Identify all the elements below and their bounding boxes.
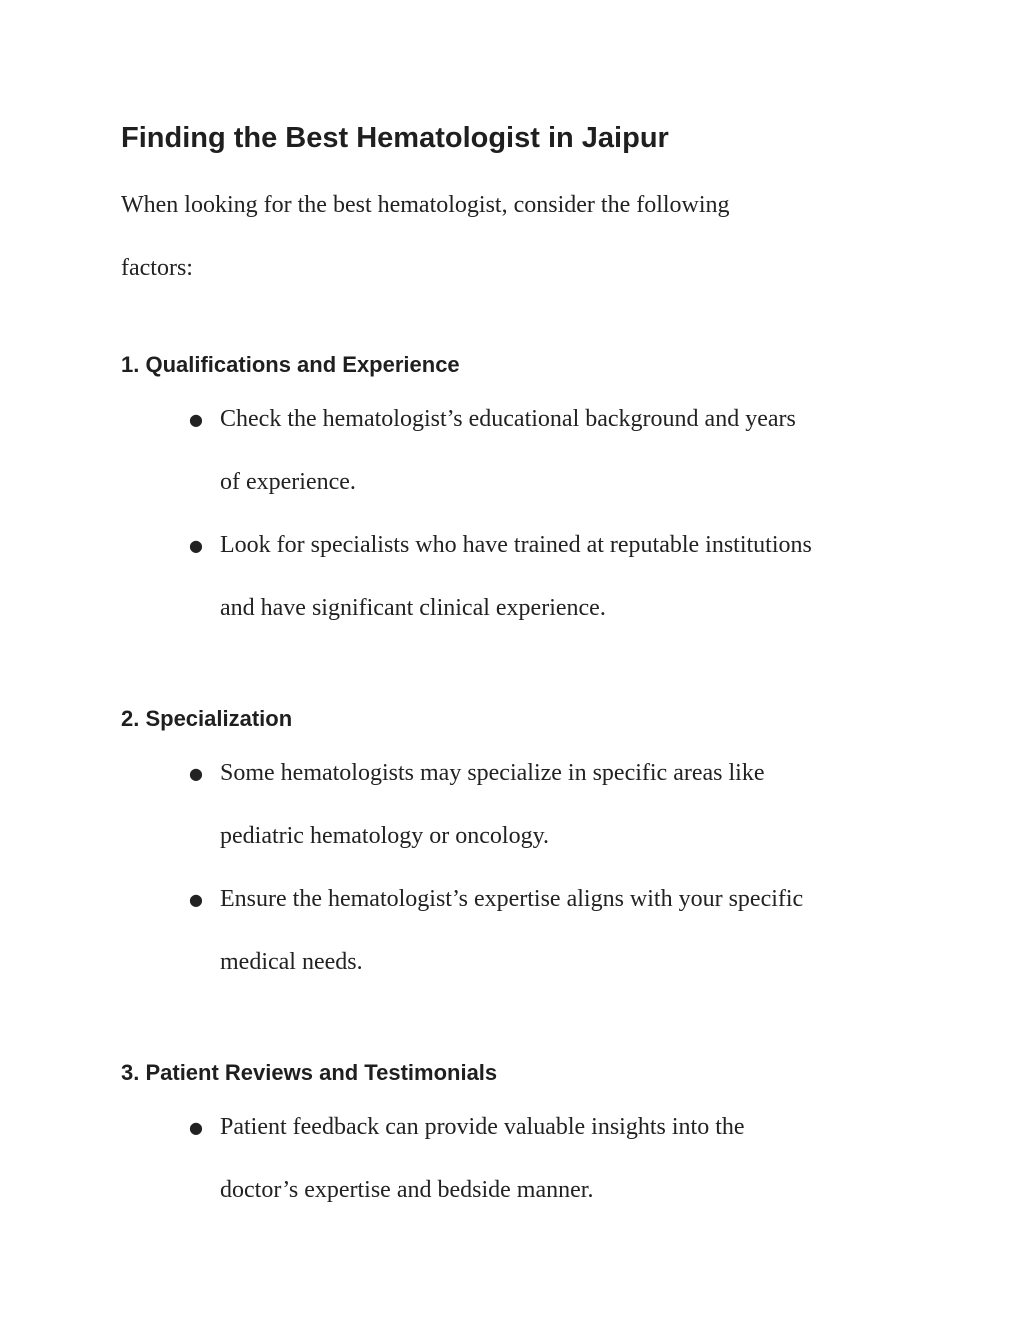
bullet-icon: ● xyxy=(189,890,203,909)
list-item xyxy=(0,742,1024,868)
list-item-text: medical needs. xyxy=(220,949,363,975)
list-item xyxy=(0,388,1024,514)
list-item-text: pediatric hematology or oncology. xyxy=(220,823,550,849)
bullet-list-qualifications xyxy=(0,388,1024,640)
list-item xyxy=(0,868,1024,994)
bullet-icon: ● xyxy=(189,536,203,555)
section-heading-reviews: 3. Patient Reviews and Testimonials xyxy=(121,1060,498,1085)
section-heading-qualifications: 1. Qualifications and Experience xyxy=(121,352,460,377)
bullet-list-specialization xyxy=(0,742,1024,994)
intro-line: When looking for the best hematologist, consider the following xyxy=(121,192,730,218)
list-item-text: Some hematologists may specialize in specific areas like xyxy=(220,760,765,786)
bullet-icon: ● xyxy=(189,410,203,429)
list-item-text: Patient feedback can provide valuable insights into the xyxy=(220,1114,745,1140)
list-item-text: Ensure the hematologist’s expertise aligns with your specific xyxy=(220,886,804,912)
list-item-text: Look for specialists who have trained at reputable institutions xyxy=(220,532,812,558)
page-title: Finding the Best Hematologist in Jaipur xyxy=(121,122,669,154)
bullet-list-reviews xyxy=(0,1096,1024,1222)
intro-paragraph xyxy=(121,174,921,300)
section-heading-specialization: 2. Specialization xyxy=(121,706,293,731)
bullet-icon: ● xyxy=(189,1118,203,1137)
list-item-text: Check the hematologist’s educational background and years xyxy=(220,406,796,432)
list-item xyxy=(0,514,1024,640)
list-item-text: doctor’s expertise and bedside manner. xyxy=(220,1177,594,1203)
list-item-text: of experience. xyxy=(220,469,356,495)
bullet-icon: ● xyxy=(189,764,203,783)
list-item xyxy=(0,1096,1024,1222)
list-item-text: and have significant clinical experience. xyxy=(220,595,606,621)
intro-line: factors: xyxy=(121,255,193,281)
